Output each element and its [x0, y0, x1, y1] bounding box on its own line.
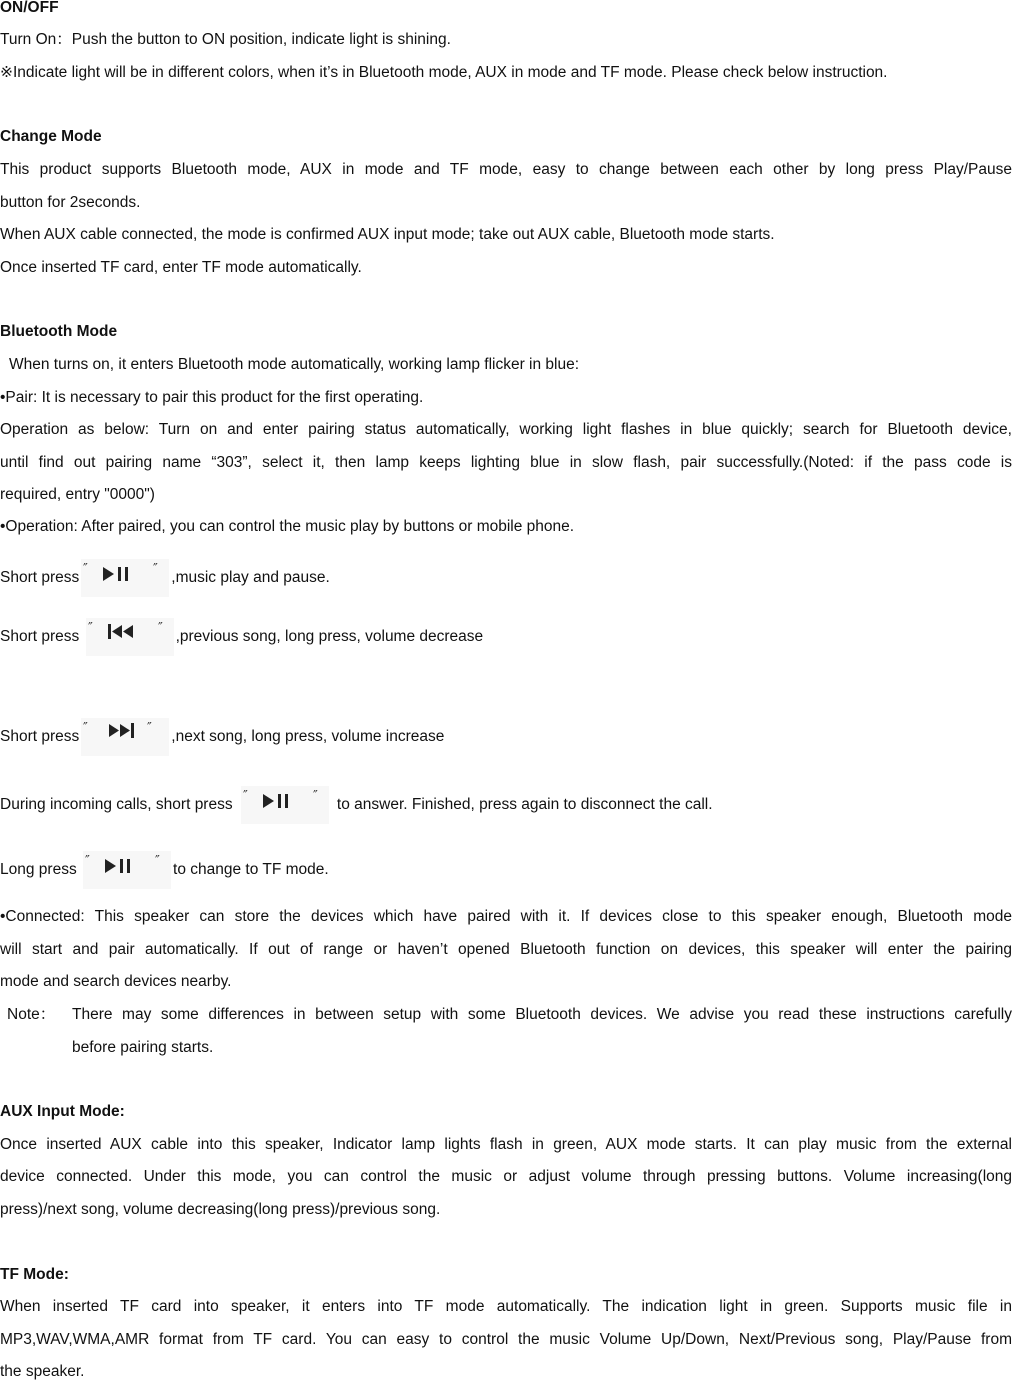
aux-line3: press)/next song, volume decreasing(long press)/previous song. [0, 1201, 441, 1218]
svg-text:″: ″ [87, 621, 93, 636]
change-mode-p3: Once inserted TF card, enter TF mode automatically. [0, 259, 362, 276]
onoff-turn-on: Turn On：Push the button to ON position, indicate light is shining. [0, 31, 451, 48]
svg-text:″: ″ [83, 721, 89, 736]
aux-line1: Once inserted AUX cable into this speaker, Indicator lamp lights flash in green, AUX mode starts. It can play music from the external [0, 1136, 1012, 1153]
tf-line3: the speaker. [0, 1363, 85, 1380]
change-mode-heading: Change Mode [0, 128, 102, 145]
connected-line3: mode and search devices nearby. [0, 973, 232, 990]
note-label: Note： [7, 1006, 56, 1023]
play-pause-icon [81, 559, 169, 597]
connected-line1: •Connected: This speaker can store the devices which have paired with it. If devices close to this speaker enough, Bluetooth mode [0, 908, 1012, 925]
change-mode-p2: When AUX cable connected, the mode is confirmed AUX input mode; take out AUX cable, Bluetooth mode starts. [0, 226, 775, 243]
svg-text:″: ″ [85, 854, 90, 869]
aux-line2: device connected. Under this mode, you can control the music or adjust volume through pressing buttons. Volume increasing(long [0, 1168, 1012, 1185]
long-press-instruction [0, 851, 1012, 889]
short-press-label: Short press [0, 628, 80, 646]
incoming-call-suffix: to answer. Finished, press again to disconnect the call. [336, 796, 713, 814]
note-line2: before pairing starts. [72, 1039, 214, 1056]
previous-description: ,previous song, long press, volume decrease [175, 628, 484, 646]
bluetooth-pair: •Pair: It is necessary to pair this product for the first operating. [0, 389, 424, 406]
short-press-label: Short press [0, 569, 80, 587]
change-mode-p1-line1: This product supports Bluetooth mode, AUX in mode and TF mode, easy to change between each other by long press Play/Pause [0, 161, 1012, 178]
bluetooth-intro: When turns on, it enters Bluetooth mode automatically, working lamp flicker in blue: [9, 356, 580, 373]
previous-track-icon [86, 618, 174, 656]
long-press-description: to change to TF mode. [173, 861, 329, 879]
svg-text:″: ″ [157, 621, 163, 636]
note-line1: There may some differences in between setup with some Bluetooth devices. We advise you read these instructions carefully [72, 1006, 1012, 1023]
svg-text:″: ″ [147, 721, 153, 736]
play-pause-icon [83, 851, 171, 889]
next-instruction [0, 718, 1012, 756]
tf-line1: When inserted TF card into speaker, it enters into TF mode automatically. The indication light in green. Supports music file in [0, 1298, 1012, 1315]
bluetooth-operation-line2: until find out pairing name “303”, select it, then lamp keeps lighting blue in slow flash, pair successfully.(Noted: if the pass code is [0, 454, 1012, 471]
svg-text:″: ″ [83, 562, 89, 577]
svg-text:″: ″ [312, 789, 318, 804]
onoff-indicate-note: ※Indicate light will be in different colors, when it’s in Bluetooth mode, AUX in mode and TF mode. Please check below instruction. [0, 64, 888, 81]
play-pause-instruction [0, 559, 1012, 597]
svg-text:″: ″ [242, 789, 248, 804]
previous-instruction [0, 618, 1012, 656]
incoming-call-instruction [0, 786, 1012, 824]
play-pause-icon [241, 786, 329, 824]
tf-heading: TF Mode: [0, 1266, 69, 1283]
short-press-label: Short press [0, 728, 80, 746]
long-press-label: Long press [0, 861, 77, 879]
svg-text:″: ″ [153, 562, 159, 577]
bluetooth-operation-line1: Operation as below: Turn on and enter pairing status automatically, working light flashes in blue quickly; search for Bluetooth device, [0, 421, 1012, 438]
incoming-call-prefix: During incoming calls, short press [0, 796, 233, 814]
play-pause-description: ,music play and pause. [171, 569, 330, 587]
onoff-heading: ON/OFF [0, 0, 59, 16]
bluetooth-operation: •Operation: After paired, you can control the music play by buttons or mobile phone. [0, 518, 575, 535]
bluetooth-operation-line3: required, entry "0000") [0, 486, 155, 503]
aux-heading: AUX Input Mode: [0, 1103, 125, 1120]
change-mode-p1-line2: button for 2seconds. [0, 194, 141, 211]
next-description: ,next song, long press, volume increase [171, 728, 445, 746]
svg-text:″: ″ [155, 854, 160, 869]
tf-line2: MP3,WAV,WMA,AMR format from TF card. You can easy to control the music Volume Up/Down, Next/Previous song, Play/Pause from [0, 1331, 1012, 1348]
next-track-icon [81, 718, 169, 756]
connected-line2: will start and pair automatically. If out of range or haven’t opened Bluetooth function on devices, this speaker will enter the pairing [0, 941, 1012, 958]
bluetooth-heading: Bluetooth Mode [0, 323, 118, 340]
